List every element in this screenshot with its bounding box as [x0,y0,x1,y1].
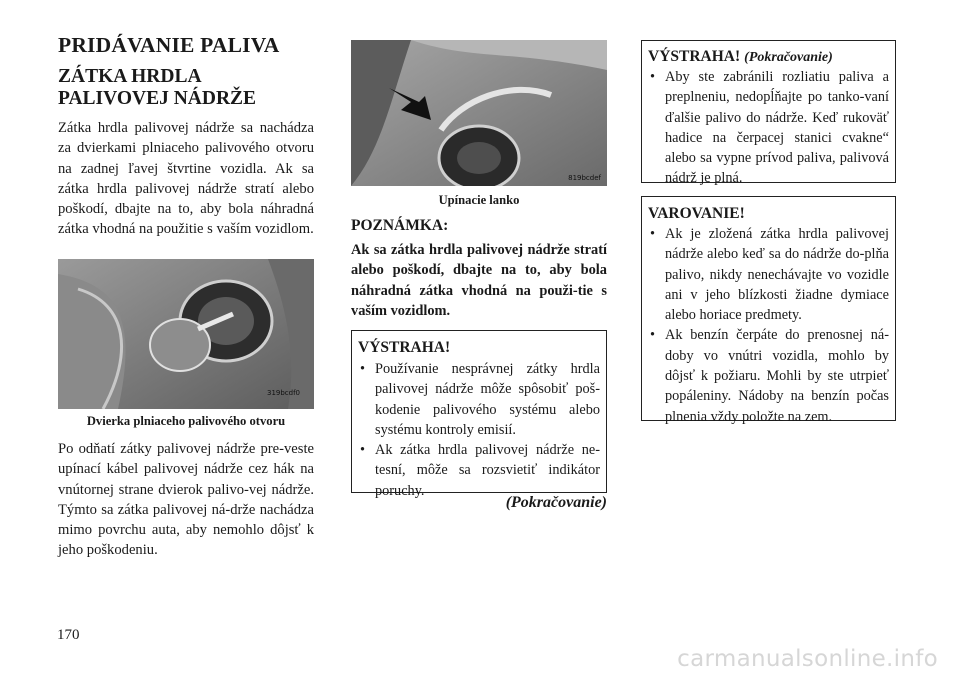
section-heading: PRIDÁVANIE PALIVA [58,33,280,57]
list-item: • Používanie nesprávnej zátky hrdla palivovej nádrže môže spôsobiť poš-kodenie palivového systému alebo systému kontroly emisií. [358,359,600,440]
second-paragraph: Po odňatí zátky palivovej nádrže pre-veste upínací kábel palivovej nádrže cez hák na vnútornej strane dvierok palivo-vej nádrže. Týmto sa zátka palivovej ná-drže nachádza mimo povrchu auta, aby nemohlo dôjsť k jeho poškodeniu. [58,441,314,559]
warning-title [648,48,889,66]
figure-caption: Upínacie lanko [438,193,520,207]
intro-paragraph: Zátka hrdla palivovej nádrže sa nachádza za dvierkami plniaceho palivového otvoru na zadnej ľavej štvrtine vozidla. Ak sa zátka hrdla palivovej nádrže stratí alebo poškodí, dbajte na to, aby bola náhradná zátka vhodná na použitie s vaším vozidlom. [58,120,314,238]
figure-caption: Dvierka plniaceho palivového otvoru [86,414,286,428]
note-title: POZNÁMKA: [351,217,449,234]
list-item: • Aby ste zabránili rozliatiu paliva a preplneniu, nedopĺňajte po tanko-vaní ďalšie palivo do nádrže. Keď rukoväť hadice na čerpacej stanici cvakne“ alebo sa vypne prívod paliva, palivová nádrž je plná. [648,67,889,189]
caution-list [648,224,889,427]
warning-title: VÝSTRAHA! [358,339,451,356]
list-item: • Ak je zložená zátka hrdla palivovej nádrže alebo keď sa do nádrže do-plňa palivo, nikdy nenechávajte vo vozidle ani v jeho blízkosti žiadne dymiace alebo horiace predmety. [648,224,889,325]
tether-cable-photo [351,40,607,186]
note-text: Ak sa zátka hrdla palivovej nádrže stratí alebo poškodí, dbajte na to, aby bola náhradná zátka vhodná na použi-tie s vaším vozidlom. [351,242,607,319]
list-item: • Ak benzín čerpáte do prenosnej ná-doby vo vnútri vozidla, mohlo by dôjsť k požiaru. Mohli by ste utrpieť popáleniny. Nádoby na benzín počas plnenia vždy položte na zem. [648,325,889,426]
warning-title-text: VÝSTRAHA! [648,48,741,65]
caution-title: VAROVANIE! [648,205,745,222]
watermark: carmanualsonline.info [677,646,938,672]
subheading-line-1: ZÁTKA HRDLA [58,66,202,87]
fuel-door-photo [58,259,314,409]
figure-code: 319bcdf0 [266,389,300,397]
warning-box [351,330,607,499]
list-item: • Ak zátka hrdla palivovej nádrže ne-tesní, môže sa rozsvietiť indikátor poruchy. [358,440,600,501]
continued-label: (Pokračovanie) [505,494,607,511]
warning-title-suffix: (Pokračovanie) [744,50,833,65]
figure-code: 819bcdef [568,174,601,182]
warning-list [648,67,889,189]
warning-continued-box [641,40,896,187]
subsection-heading [58,66,256,110]
page-number: 170 [57,627,80,643]
caution-box [641,196,896,425]
warning-list [358,359,600,501]
subheading-line-2: PALIVOVEJ NÁDRŽE [58,88,257,109]
